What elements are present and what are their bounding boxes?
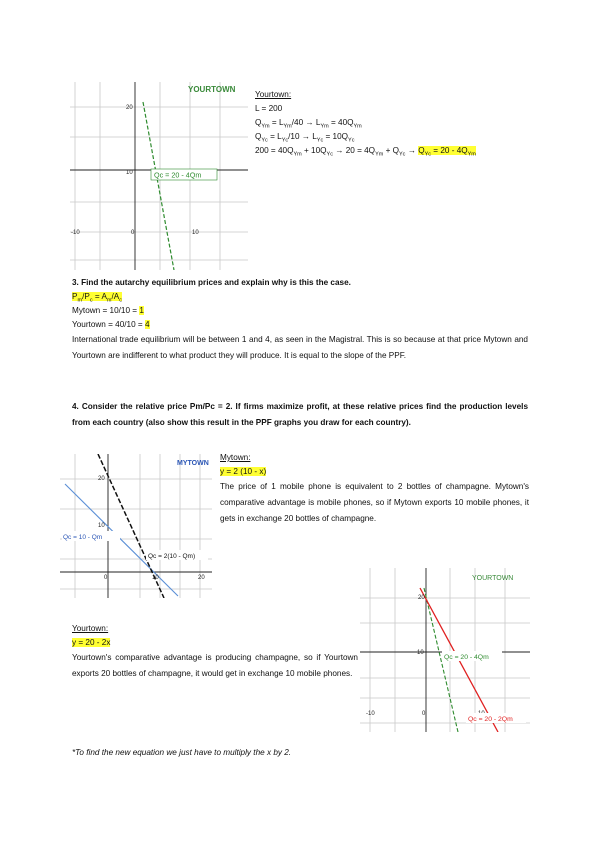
labor-line: L = 200 — [255, 104, 283, 113]
question-3-section — [72, 276, 528, 364]
graph-title: MYTOWN — [177, 460, 209, 467]
tick-y20: 20 — [418, 595, 425, 601]
black-line-label: Qc = 2(10 - Qm) — [148, 553, 196, 560]
mytown-price-line: Mytown = 10/10 = 1 — [72, 306, 144, 315]
graph-title: YOURTOWN — [472, 575, 514, 582]
tick-x10: 10 — [192, 230, 199, 236]
yourtown-explanation: Yourtown's comparative advantage is producing champagne, so if Yourtown exports 20 bottles of champagne, it would get in exchange 10 mobile phones. — [72, 653, 358, 678]
tick-x0: 0 — [104, 575, 108, 581]
ppf-line — [143, 102, 174, 270]
graph-title: YOURTOWN — [188, 85, 236, 94]
mytown-equation: y = 2 (10 - x) — [220, 467, 267, 476]
ppf-equation-highlight: $Q_{Yc} = 20 - 4Q_{Ym}$ — [418, 146, 476, 158]
yourtown-heading-2: Yourtown: — [72, 624, 109, 633]
red-line-label: Qc = 20 - 2Qm — [468, 716, 513, 723]
tick-x-neg10: -10 — [71, 230, 80, 236]
grid — [360, 568, 530, 732]
question-4-heading: 4. Consider the relative price Pm/Pc = 2. If firms maximize profit, at these relative prices find the production levels from each country (also show this result in the PPF graphs you draw for each country). — [72, 402, 528, 427]
ppf-derivation-line: $200 = 40Q_{Ym} + 10Q_{Yc} \to 20 = 4Q_{Ym} + Q_{Yc} \to Q_{Yc} = 20 - 4Q_{Ym}$ — [255, 146, 476, 158]
mytown-price-value: 1 — [139, 306, 144, 315]
yourtown-answer — [72, 622, 358, 682]
yourtown-price-line: Yourtown = 40/10 = 4 — [72, 320, 150, 329]
blue-line-label: Qc = 10 - Qm — [63, 534, 103, 541]
yourtown-heading: Yourtown: — [255, 90, 292, 99]
yourtown-price-value: 4 — [145, 320, 150, 329]
yourtown-ppf-graph-2 — [360, 568, 530, 732]
tick-y20: 20 — [98, 476, 105, 482]
qym-line: $Q_{Ym} = L_{Ym}/40 \to L_{Ym} = 40Q_{Ym}$ — [255, 118, 362, 130]
question-3-heading: 3. Find the autarchy equilibrium prices and explain why is this the case. — [72, 278, 351, 287]
tick-y20: 20 — [126, 105, 133, 111]
yourtown-ppf-graph-1 — [70, 82, 248, 270]
tick-x0: 0 — [422, 711, 426, 717]
tick-y10: 10 — [417, 650, 424, 656]
tick-x0: 0 — [131, 230, 135, 236]
yourtown-derivation — [255, 88, 555, 158]
tick-y10: 10 — [126, 170, 133, 176]
question-3-explanation: International trade equilibrium will be between 1 and 4, as seen in the Magistral. This is so because at that price Mytown and Yourtown are indifferent to what product they will produce. It is equal to the slope of the PPF. — [72, 335, 528, 360]
qyc-line: $Q_{Yc} = L_{Yc}/10 \to L_{Yc} = 10Q_{Yc}$ — [255, 132, 355, 144]
autarchy-formula: $P_m/P_c = A_m/A_c$ — [72, 292, 122, 304]
tick-x-neg10: -10 — [366, 711, 375, 717]
line-label: Qc = 20 - 4Qm — [154, 170, 202, 180]
footnote: *To find the new equation we just have to multiply the x by 2. — [72, 748, 292, 757]
yourtown-equation: y = 20 - 2x — [72, 638, 111, 647]
green-line-label: Qc = 20 - 4Qm — [444, 654, 489, 661]
mytown-heading: Mytown: — [220, 453, 251, 462]
mytown-ppf-graph — [60, 454, 212, 598]
mytown-answer — [220, 451, 529, 527]
tick-x20: 20 — [198, 575, 205, 581]
mytown-explanation: The price of 1 mobile phone is equivalent to 2 bottles of champagne. Mytown's comparative advantage is mobile phones, so if Mytown exports 10 mobile phones, it gets in exchange 20 bottles of champagne. — [220, 482, 529, 523]
tick-y10: 10 — [98, 523, 105, 529]
grid — [60, 454, 212, 598]
tick-x10: 10 — [152, 575, 159, 581]
